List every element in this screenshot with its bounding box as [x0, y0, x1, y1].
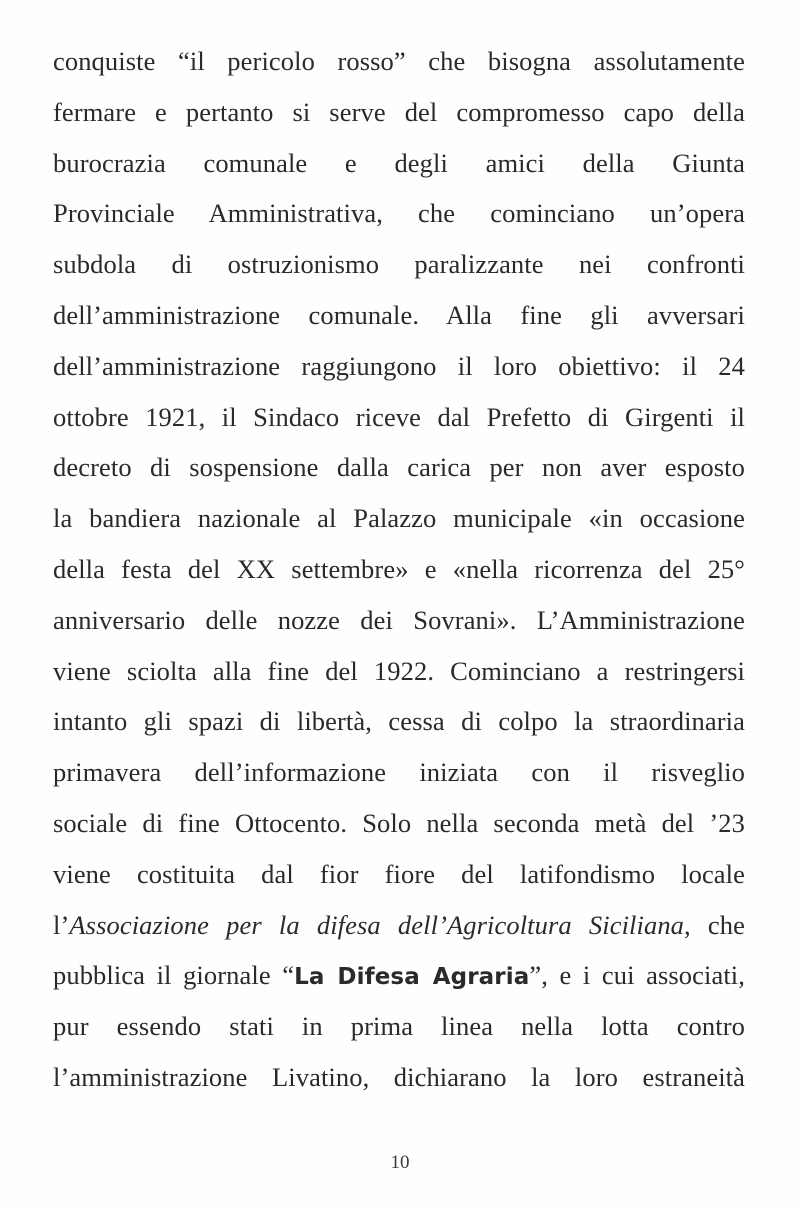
- text-line: burocrazia comunale e degli amici della Giunta: [53, 147, 745, 178]
- text-line: pur essendo stati in prima linea nella lotta contro: [53, 1011, 745, 1042]
- text-line: primavera dell’informazione iniziata con il risveglio: [53, 757, 745, 788]
- text-line: la bandiera nazionale al Palazzo municipale «in occasione: [53, 503, 745, 534]
- text-line: ottobre 1921, il Sindaco riceve dal Prefetto di Girgenti il: [53, 401, 745, 432]
- text-line: conquiste “il pericolo rosso” che bisogna assolutamente: [53, 46, 745, 76]
- newspaper-title: La Difesa Agraria: [294, 964, 530, 991]
- text-line: anniversario delle nozze dei Sovrani». L’Amministrazione: [53, 604, 745, 635]
- text-line: della festa del XX settembre» e «nella ricorrenza del 25°: [53, 553, 745, 584]
- text-line: sociale di fine Ottocento. Solo nella seconda metà del ’23: [53, 807, 745, 838]
- text-line: l’amministrazione Livatino, dichiarano la loro estraneità: [53, 1061, 745, 1092]
- text-line-association: [53, 900, 745, 951]
- line-suffix: , che: [684, 909, 745, 940]
- text-line: decreto di sospensione dalla carica per non aver esposto: [53, 452, 745, 483]
- line-prefix: pubblica il giornale “: [53, 960, 295, 991]
- text-line: intanto gli spazi di libertà, cessa di colpo la straordinaria: [53, 706, 745, 737]
- text-line: Provinciale Amministrativa, che cominciano un’opera: [53, 198, 745, 229]
- association-name: Associazione per la difesa dell’Agricoltura Siciliana: [69, 909, 685, 940]
- text-line: viene sciolta alla fine del 1922. Cominciano a restringersi: [53, 655, 745, 686]
- text-line: dell’amministrazione comunale. Alla fine gli avversari: [53, 299, 745, 330]
- text-line: viene costituita dal fior fiore del latifondismo locale: [53, 858, 745, 889]
- text-line: dell’amministrazione raggiungono il loro obiettivo: il 24: [53, 350, 745, 381]
- text-line: fermare e pertanto si serve del compromesso capo della: [53, 96, 745, 127]
- body-text: [53, 36, 745, 1103]
- line-suffix: ”, e i cui associati,: [529, 960, 745, 991]
- text-line: subdola di ostruzionismo paralizzante nei confronti: [53, 249, 745, 280]
- line-prefix: l’: [53, 909, 70, 940]
- page-number: 10: [390, 1152, 410, 1173]
- text-line-newspaper: [53, 950, 745, 1001]
